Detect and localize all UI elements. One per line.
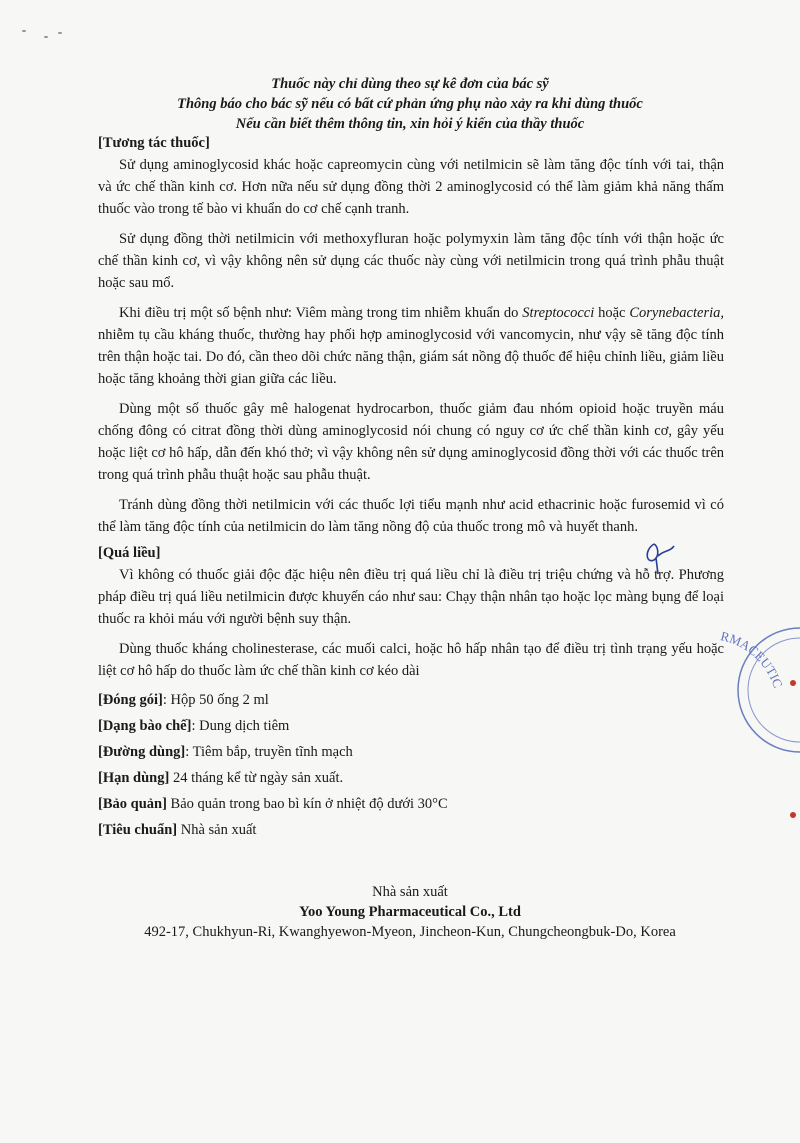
detail-standard: [98, 820, 724, 840]
detail-key: [Tiêu chuẩn]: [98, 822, 178, 838]
interactions-paragraph: Sử dụng đồng thời netilmicin với methoxyfluran hoặc polymyxin làm tăng độc tính với thận hoặc ức chế thần kinh cơ, vì vậy không nên sử dụng các thuốc này cùng với netilmicin trong quá trình phẫu thuật hoặc sau mổ.: [98, 231, 724, 291]
edge-mark: [790, 680, 796, 686]
text-run: Khi điều trị một số bệnh như: Viêm màng trong tim nhiễm khuẩn do: [119, 305, 523, 321]
detail-value: : Hộp 50 ống 2 ml: [162, 692, 269, 708]
organism-name: Streptococci: [522, 305, 595, 321]
detail-key: [Đóng gói]: [98, 692, 163, 708]
scan-speck: [22, 30, 26, 32]
notice-line-3: Nếu cần biết thêm thông tin, xin hỏi ý kiến của thầy thuốc: [235, 116, 585, 132]
interactions-paragraph: [98, 302, 724, 390]
notice-line-2: Thông báo cho bác sỹ nếu có bất cứ phản ứng phụ nào xảy ra khi dùng thuốc: [177, 96, 643, 112]
interactions-paragraph: Sử dụng aminoglycosid khác hoặc capreomycin cùng với netilmicin sẽ làm tăng độc tính với tai, thận và ức chế thần kinh cơ. Hơn nữa nếu sử dụng đồng thời 2 aminoglycosid có thể làm giảm khả năng thấm thuốc vào trong tế bào vi khuẩn do cơ chế cạnh tranh.: [98, 157, 724, 217]
manufacturer-label: Nhà sản xuất: [372, 884, 448, 900]
detail-key: [Hạn dùng]: [98, 770, 170, 786]
detail-route: [98, 742, 724, 762]
organism-name: Corynebacteria,: [629, 305, 724, 321]
detail-shelf-life: [98, 768, 724, 788]
detail-value: Nhà sản xuất: [177, 822, 257, 838]
detail-value: : Tiêm bắp, truyền tĩnh mạch: [185, 744, 353, 760]
detail-key: [Bảo quản]: [98, 796, 167, 812]
svg-text:RMACEUTIC: [719, 628, 786, 689]
detail-key: [Đường dùng]: [98, 744, 186, 760]
detail-value: Bảo quản trong bao bì kín ở nhiệt độ dưới 30°C: [166, 796, 448, 812]
overdose-heading: [Quá liều]: [98, 545, 161, 561]
notice-line-1: Thuốc này chỉ dùng theo sự kê đơn của bác sỹ: [271, 76, 549, 92]
overdose-paragraph: Vì không có thuốc giải độc đặc hiệu nên điều trị quá liều chỉ là điều trị triệu chứng và hỗ trợ. Phương pháp điều trị quá liều netilmicin được khuyến cáo như sau: Chạy thận nhân tạo hoặc lọc màng bụng để loại thuốc ra khỏi máu với người bệnh suy thận.: [98, 567, 724, 627]
interactions-paragraph: Dùng một số thuốc gây mê halogenat hydrocarbon, thuốc giảm đau nhóm opioid hoặc truyền máu chống đông có citrat đồng thời dùng aminoglycosid nói chung có nguy cơ ức chế thần kinh cơ, gây yếu hoặc liệt cơ hô hấp, dẫn đến khó thở; vì vậy không nên sử dụng aminoglycosid đồng thời với các thuốc trên trong quá trình phẫu thuật hoặc sau phẫu thuật.: [98, 401, 724, 483]
stamp-text: RMACEUTIC: [719, 628, 786, 690]
signature-mark: [640, 538, 680, 578]
text-run: nhiễm tụ cầu kháng thuốc, thường hay phối hợp aminoglycosid với vancomycin, như vậy sẽ tăng độc tính trên thận hoặc tai. Do đó, cần theo dõi chức năng thận, giám sát nồng độ thuốc để hiệu chỉnh liều, giảm liều hoặc tăng khoảng thời gian giữa các liều.: [98, 327, 724, 387]
leaflet-body: [98, 132, 724, 846]
edge-mark: [790, 812, 796, 818]
interactions-paragraph: Tránh dùng đồng thời netilmicin với các thuốc lợi tiểu mạnh như acid ethacrinic hoặc furosemid vì có thể làm tăng độc tính của netilmicin do làm tăng nồng độ của thuốc trong mô và huyết thanh.: [98, 497, 724, 535]
prescription-notice: [140, 74, 680, 134]
manufacturer-name: Yoo Young Pharmaceutical Co., Ltd: [299, 904, 521, 920]
manufacturer-address: 492-17, Chukhyun-Ri, Kwanghyewon-Myeon, Jincheon-Kun, Chungcheongbuk-Do, Korea: [144, 924, 676, 940]
detail-dosage-form: [98, 716, 724, 736]
detail-storage: [98, 794, 724, 814]
scan-speck: [44, 36, 48, 38]
detail-packaging: [98, 690, 724, 710]
overdose-paragraph: Dùng thuốc kháng cholinesterase, các muối calci, hoặc hô hấp nhân tạo để điều trị tình trạng yếu hoặc liệt cơ hô hấp do thuốc làm ức chế thần kinh cơ kéo dài: [98, 641, 724, 679]
detail-key: [Dạng bào chế]: [98, 718, 192, 734]
interactions-heading: [Tương tác thuốc]: [98, 135, 210, 151]
scan-speck: [58, 32, 62, 34]
detail-value: 24 tháng kể từ ngày sản xuất.: [169, 770, 344, 786]
manufacturer-block: [90, 882, 730, 942]
text-run: hoặc: [594, 305, 630, 321]
detail-value: : Dung dịch tiêm: [191, 718, 290, 734]
company-stamp: [690, 620, 800, 760]
